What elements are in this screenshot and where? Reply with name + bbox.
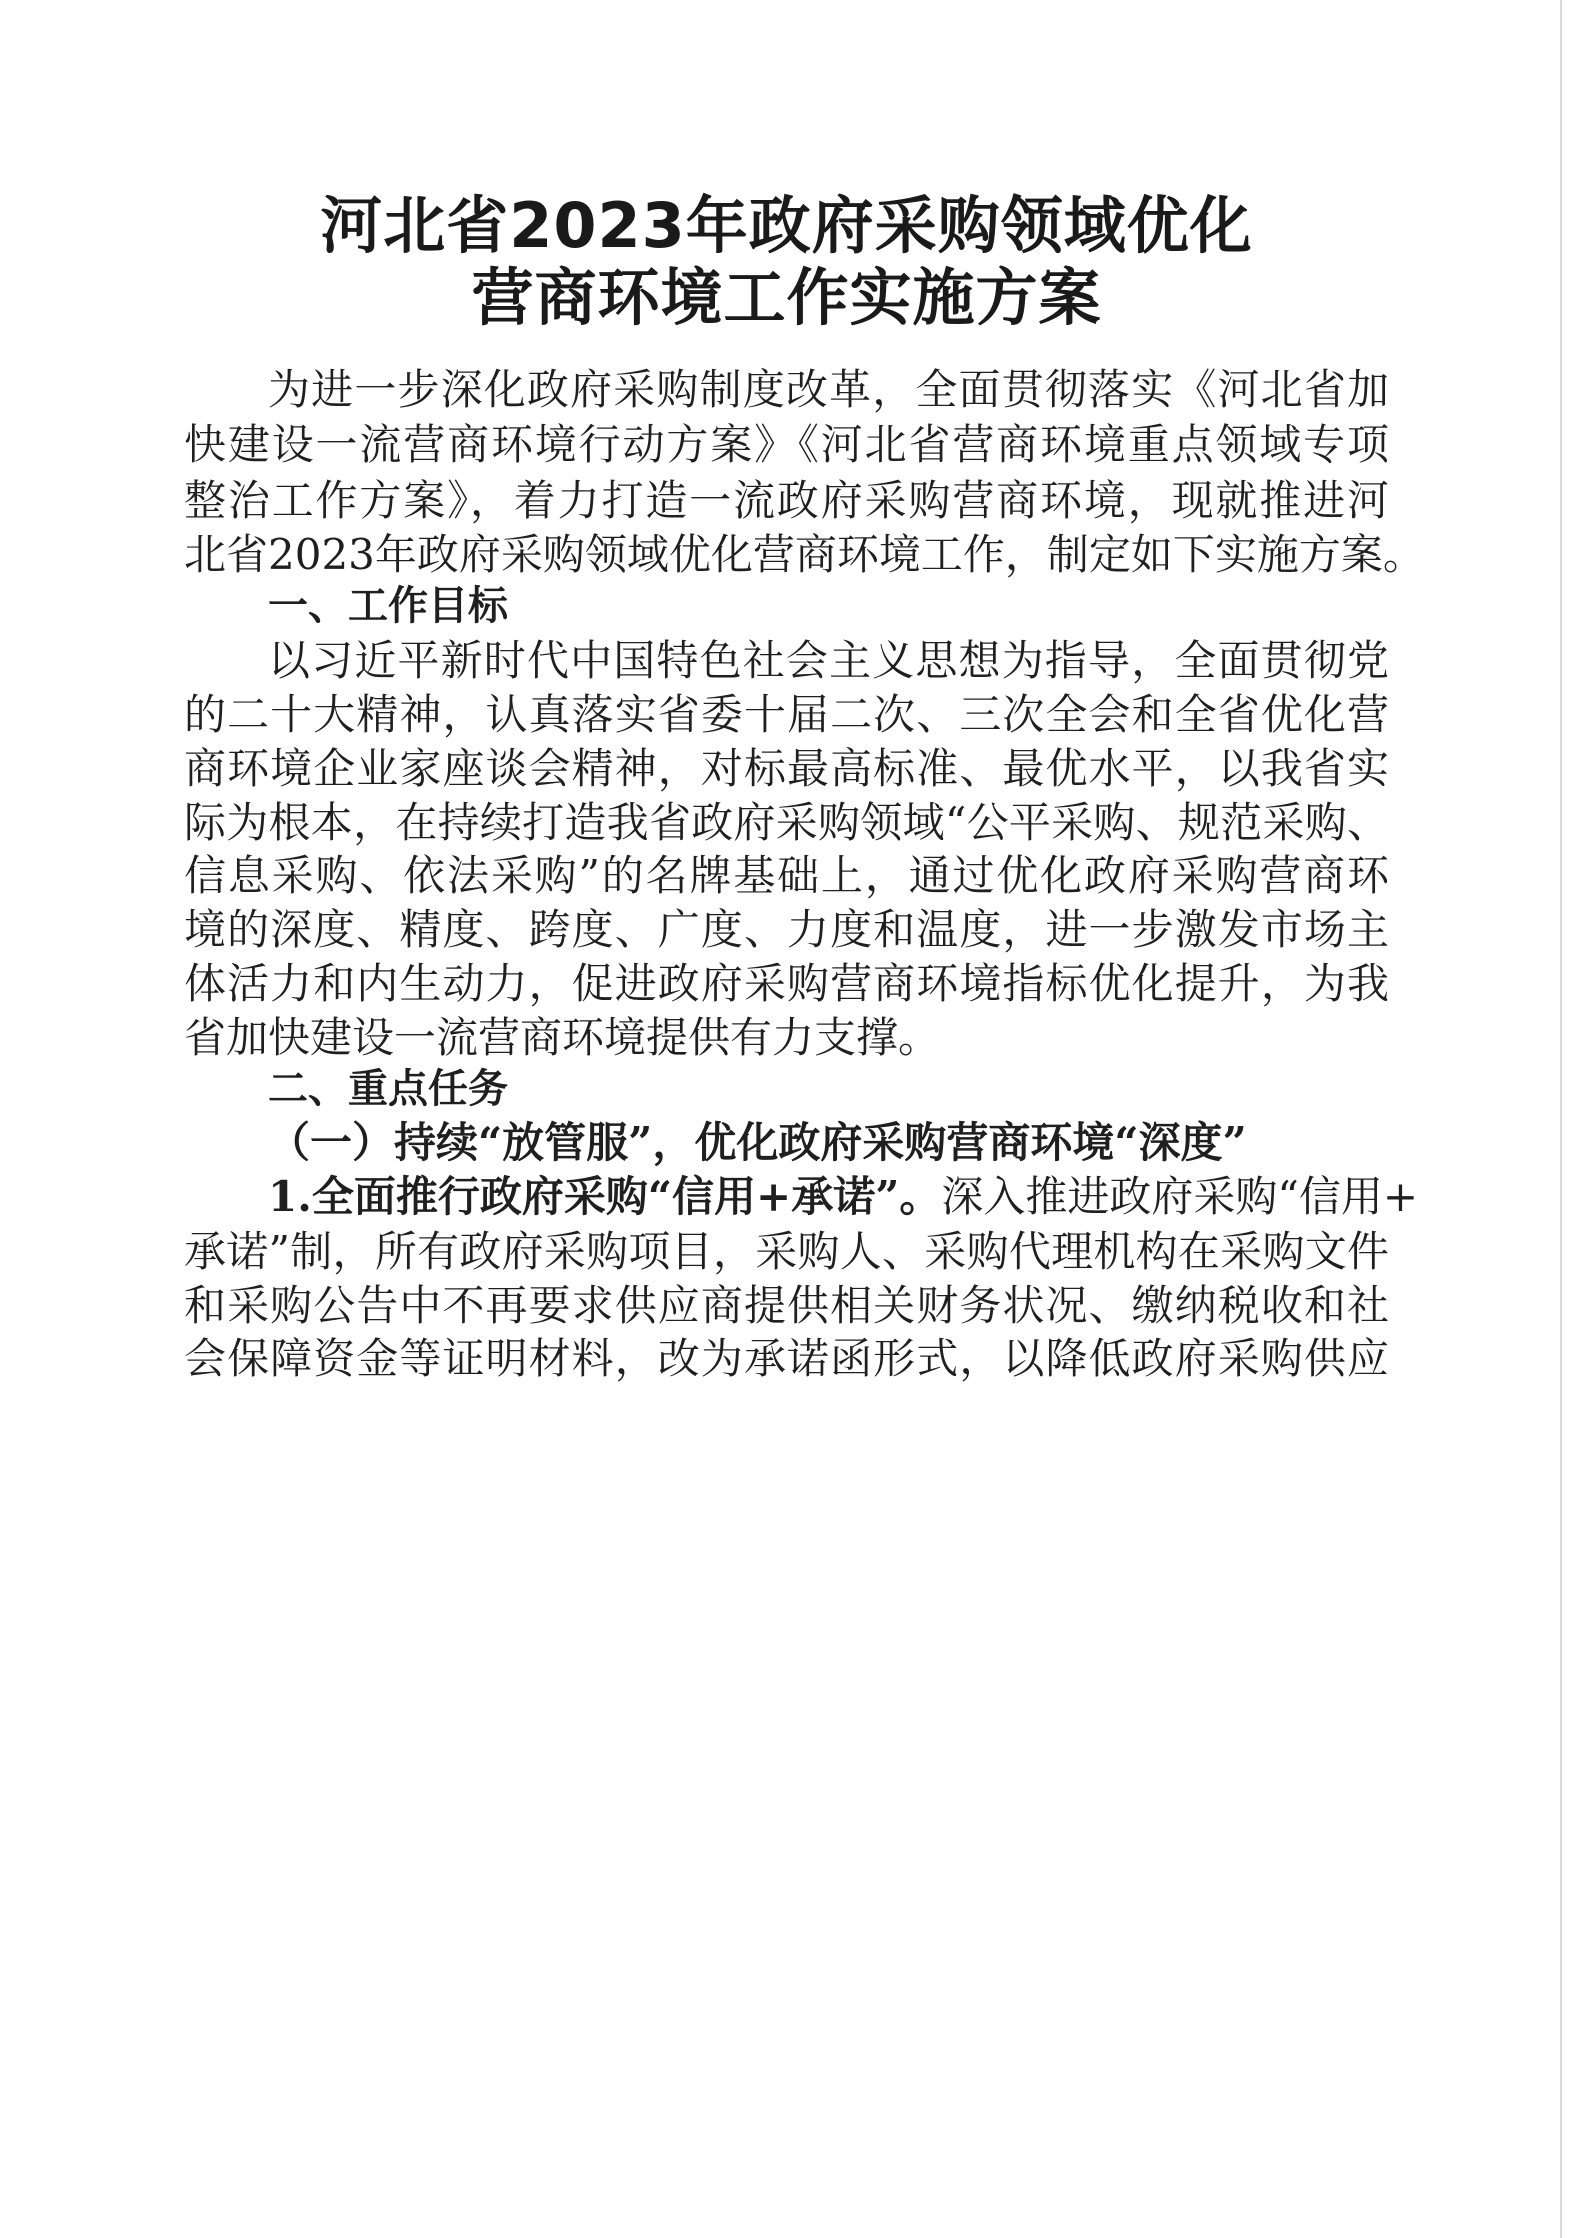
section1-line: 省加快建设一流营商环境提供有力支撑。 [184,1013,941,1062]
intro-line: 北省2023年政府采购领域优化营商环境工作，制定如下实施方案。 [184,530,1425,579]
intro-line: 为进一步深化政府采购制度改革，全面贯彻落实《河北省加 [268,365,1389,414]
section1-line: 以习近平新时代中国特色社会主义思想为指导，全面贯彻党 [268,636,1389,685]
item1-first-line [184,1172,1419,1222]
item1-line: 会保障资金等证明材料，改为承诺函形式，以降低政府采购供应 [184,1334,1389,1383]
page-edge-line [1560,0,1562,2238]
document-title-line-1: 河北省2023年政府采购领域优化 [320,189,1253,262]
item1-line: 承诺”制，所有政府采购项目，采购人、采购代理机构在采购文件 [184,1227,1389,1276]
section1-line: 商环境企业家座谈会精神，对标最高标准、最优水平，以我省实 [184,744,1389,793]
item1-title: 1.全面推行政府采购“信用+承诺”。 [268,1172,942,1221]
item1-line: 和采购公告中不再要求供应商提供相关财务状况、缴纳税收和社 [184,1281,1389,1330]
section-heading-tasks: 二、重点任务 [268,1066,508,1112]
section1-line: 信息采购、依法采购”的名牌基础上，通过优化政府采购营商环 [184,851,1389,900]
section1-line: 境的深度、精度、跨度、广度、力度和温度，进一步激发市场主 [184,905,1389,954]
document-title-line-2: 营商环境工作实施方案 [471,261,1102,334]
section1-line: 际为根本，在持续打造我省政府采购领域“公平采购、规范采购、 [184,798,1389,847]
intro-line: 快建设一流营商环境行动方案》《河北省营商环境重点领域专项 [184,420,1389,469]
item1-first-line-text: 深入推进政府采购“信用+ [941,1172,1419,1221]
section1-line: 体活力和内生动力，促进政府采购营商环境指标优化提升，为我 [184,959,1389,1008]
intro-line: 整治工作方案》，着力打造一流政府采购营商环境，现就推进河 [184,476,1389,525]
subsection-heading: （一）持续“放管服”，优化政府采购营商环境“深度” [268,1118,1247,1167]
section1-line: 的二十大精神，认真落实省委十届二次、三次全会和全省优化营 [184,690,1389,739]
section-heading-goals: 一、工作目标 [268,583,508,629]
